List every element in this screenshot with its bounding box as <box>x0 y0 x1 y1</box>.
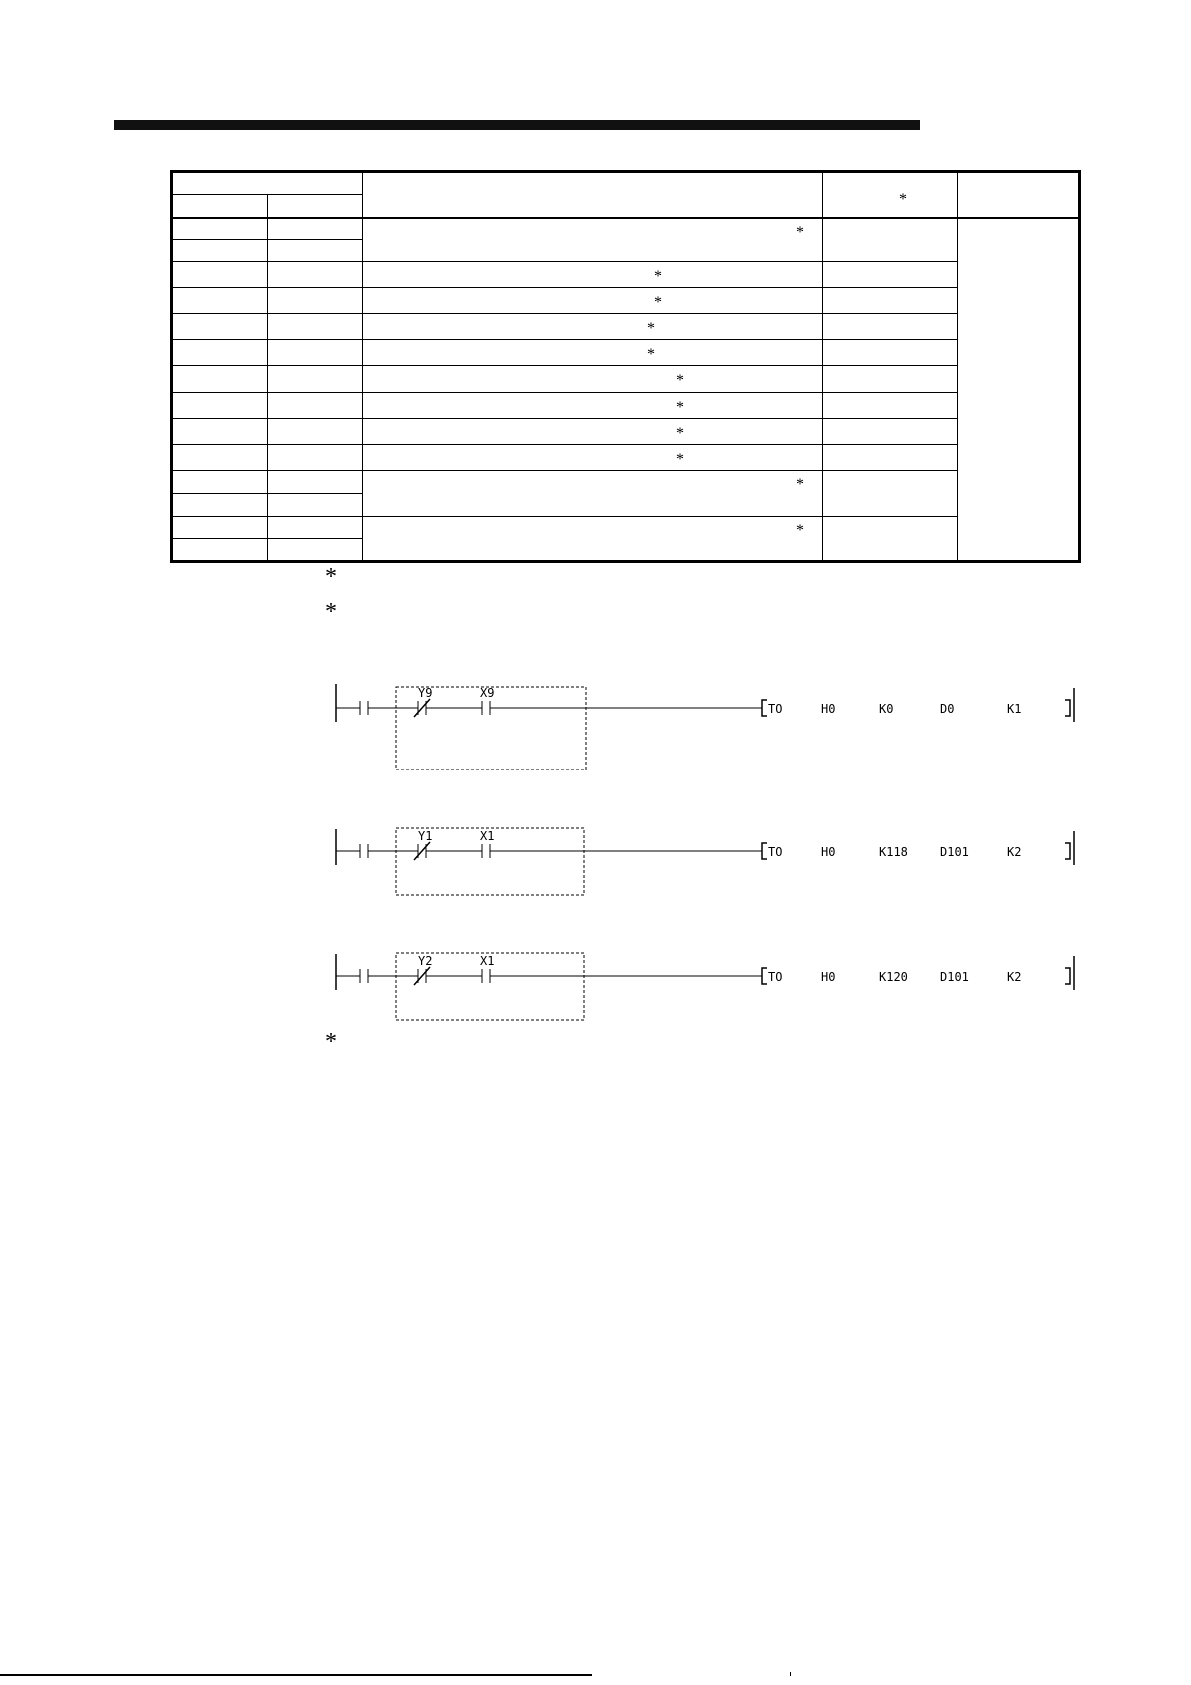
description-cell <box>363 392 823 418</box>
footnote-star: * <box>654 268 662 286</box>
instruction-label: TO <box>768 702 783 716</box>
default-cell <box>823 470 958 516</box>
cell <box>268 366 363 392</box>
instruction-label: TO <box>768 970 783 984</box>
instruction-arg: H0 <box>821 702 836 716</box>
cell <box>172 262 268 288</box>
instruction-arg: D0 <box>940 702 955 716</box>
dec-header <box>268 195 363 218</box>
nc-contact-label: Y2 <box>418 954 433 968</box>
cell <box>172 288 268 314</box>
default-header <box>823 172 958 218</box>
cell <box>268 493 363 516</box>
access-header <box>958 172 1080 218</box>
instruction-arg: K0 <box>879 702 894 716</box>
address-header <box>172 172 363 195</box>
instruction-arg: K2 <box>1007 970 1022 984</box>
cell <box>172 218 268 240</box>
default-cell <box>823 288 958 314</box>
description-cell <box>363 470 823 516</box>
cell <box>172 392 268 418</box>
no-contact-label: X9 <box>480 686 495 700</box>
cell <box>172 538 268 561</box>
nc-contact-label: Y9 <box>418 686 433 700</box>
footer-mark <box>790 1672 791 1676</box>
cell <box>268 340 363 366</box>
description-cell <box>363 418 823 444</box>
nc-contact-label: Y1 <box>418 829 433 843</box>
instruction-arg: K118 <box>879 845 908 859</box>
cell <box>172 493 268 516</box>
default-cell <box>823 418 958 444</box>
cell <box>268 218 363 240</box>
footnote-star: * <box>796 521 804 539</box>
no-contact-label: X1 <box>480 954 495 968</box>
memory-address-table <box>170 170 1081 563</box>
cell <box>172 418 268 444</box>
no-contact-label: X1 <box>480 829 495 843</box>
default-cell <box>823 314 958 340</box>
cell <box>268 470 363 493</box>
description-cell <box>363 340 823 366</box>
footnote-star: * <box>676 424 684 442</box>
cell <box>172 516 268 538</box>
instruction-bracket-left <box>762 700 767 716</box>
cell <box>268 288 363 314</box>
description-cell <box>363 218 823 262</box>
instruction-arg: H0 <box>821 970 836 984</box>
cell <box>172 444 268 470</box>
instruction-arg: K2 <box>1007 845 1022 859</box>
cell <box>172 470 268 493</box>
default-cell <box>823 516 958 561</box>
cell <box>268 314 363 340</box>
cell <box>268 538 363 561</box>
cell <box>268 418 363 444</box>
description-cell <box>363 262 823 288</box>
description-cell <box>363 366 823 392</box>
footnote-star: * <box>676 372 684 390</box>
footnote-star: * <box>796 475 804 493</box>
instruction-arg: D101 <box>940 845 969 859</box>
access-cell <box>958 218 1080 562</box>
ladder-rung <box>330 680 1080 770</box>
ladder-rung <box>330 950 1080 1040</box>
hex-header <box>172 195 268 218</box>
cell <box>268 516 363 538</box>
default-cell <box>823 218 958 262</box>
footnote-star: * <box>899 191 907 208</box>
cell <box>172 340 268 366</box>
footnote-star: * <box>676 398 684 416</box>
description-cell <box>363 516 823 561</box>
footnote-marker: * <box>325 564 337 590</box>
cell <box>268 392 363 418</box>
header-rule <box>114 120 920 130</box>
default-cell <box>823 262 958 288</box>
description-header <box>363 172 823 218</box>
footnote-star: * <box>676 450 684 468</box>
cell <box>172 366 268 392</box>
instruction-arg: K1 <box>1007 702 1022 716</box>
cell <box>268 240 363 262</box>
cell <box>172 240 268 262</box>
footnote-star: * <box>796 223 804 241</box>
instruction-label: TO <box>768 845 783 859</box>
cell <box>172 314 268 340</box>
default-cell <box>823 340 958 366</box>
footer-rule <box>0 1674 592 1676</box>
description-cell <box>363 314 823 340</box>
default-cell <box>823 366 958 392</box>
footnote-marker: * <box>325 1029 337 1055</box>
footnote-marker: * <box>325 599 337 625</box>
instruction-arg: D101 <box>940 970 969 984</box>
footnote-star: * <box>647 320 655 338</box>
footnote-star: * <box>654 294 662 312</box>
instruction-bracket-right <box>1065 700 1070 716</box>
cell <box>268 444 363 470</box>
description-cell <box>363 444 823 470</box>
default-cell <box>823 392 958 418</box>
cell <box>268 262 363 288</box>
default-cell <box>823 444 958 470</box>
ladder-rung <box>330 825 1080 915</box>
footnote-star: * <box>647 346 655 364</box>
description-cell <box>363 288 823 314</box>
instruction-arg: K120 <box>879 970 908 984</box>
instruction-arg: H0 <box>821 845 836 859</box>
